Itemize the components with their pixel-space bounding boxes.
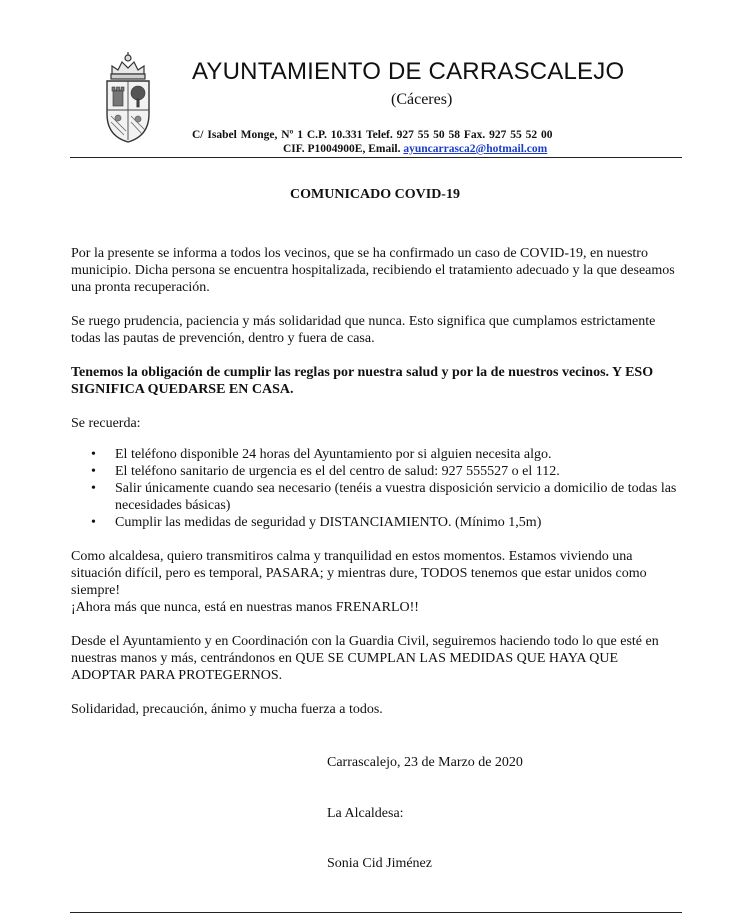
province-subtitle: (Cáceres) xyxy=(391,91,453,108)
address-line: C/ Isabel Monge, Nº 1 C.P. 10.331 Telef. 927 55 50 58 Fax. 927 55 52 00 xyxy=(192,129,553,141)
coat-of-arms-icon xyxy=(100,52,156,144)
paragraph-prudence: Se ruego prudencia, paciencia y más solidaridad que nunca. Esto significa que cumplamos estrictamente todas las pautas de prevención, dentro y fuera de casa. xyxy=(71,314,656,346)
list-item: • El teléfono sanitario de urgencia es el del centro de salud: 927 555527 o el 112. xyxy=(115,463,681,480)
signature-role: La Alcaldesa: xyxy=(327,806,404,821)
municipality-title: AYUNTAMIENTO DE CARRASCALEJO xyxy=(192,58,625,85)
paragraph-stop-it: ¡Ahora más que nunca, está en nuestras manos FRENARLO!! xyxy=(71,600,419,615)
paragraph-coordination: Desde el Ayuntamiento y en Coordinación con la Guardia Civil, seguiremos haciendo todo lo que esté en nuestras manos y más, centrándonos en QUE SE CUMPLAN LAS MEDIDAS QUE HAYA QUE ADOPTAR PARA PROTEGERNOS. xyxy=(71,634,659,683)
cif-label: CIF. P1004900E, Email. xyxy=(283,143,404,155)
list-item: • Salir únicamente cuando sea necesario (tenéis a vuestra disposición servicio a domicilio de todas las necesidades básicas) xyxy=(115,480,681,514)
email-link[interactable]: ayuncarrasca2@hotmail.com xyxy=(403,143,548,155)
notice-heading: COMUNICADO COVID-19 xyxy=(290,187,460,202)
reminder-list xyxy=(71,446,681,531)
signature-place-date: Carrascalejo, 23 de Marzo de 2020 xyxy=(327,755,523,770)
cif-email-line xyxy=(283,143,547,155)
header-divider xyxy=(70,157,682,158)
footer-divider xyxy=(70,912,682,913)
list-item: • Cumplir las medidas de seguridad y DISTANCIAMIENTO. (Mínimo 1,5m) xyxy=(115,514,681,531)
signature-name: Sonia Cid Jiménez xyxy=(327,856,432,871)
paragraph-closing: Solidaridad, precaución, ánimo y mucha fuerza a todos. xyxy=(71,702,383,717)
list-item: • El teléfono disponible 24 horas del Ayuntamiento por si alguien necesita algo. xyxy=(115,446,681,463)
reminder-intro: Se recuerda: xyxy=(71,416,141,431)
paragraph-stay-home: Tenemos la obligación de cumplir las reglas por nuestra salud y por la de nuestros vecinos. Y ESO SIGNIFICA QUEDARSE EN CASA. xyxy=(71,365,654,397)
paragraph-mayor-message: Como alcaldesa, quiero transmitiros calma y tranquilidad en estos momentos. Estamos viviendo una situación difícil, pero es temporal, PASARA; y mientras dure, TODOS tenemos que estar unidos como siempre! xyxy=(71,549,647,598)
notice-body xyxy=(71,245,681,718)
paragraph-case-confirmed: Por la presente se informa a todos los vecinos, que se ha confirmado un caso de COVID-19, en nuestro municipio. Dicha persona se encuentra hospitalizada, recibiendo el tratamiento adecuado y la que deseamos una pronta recuperación. xyxy=(71,246,675,295)
